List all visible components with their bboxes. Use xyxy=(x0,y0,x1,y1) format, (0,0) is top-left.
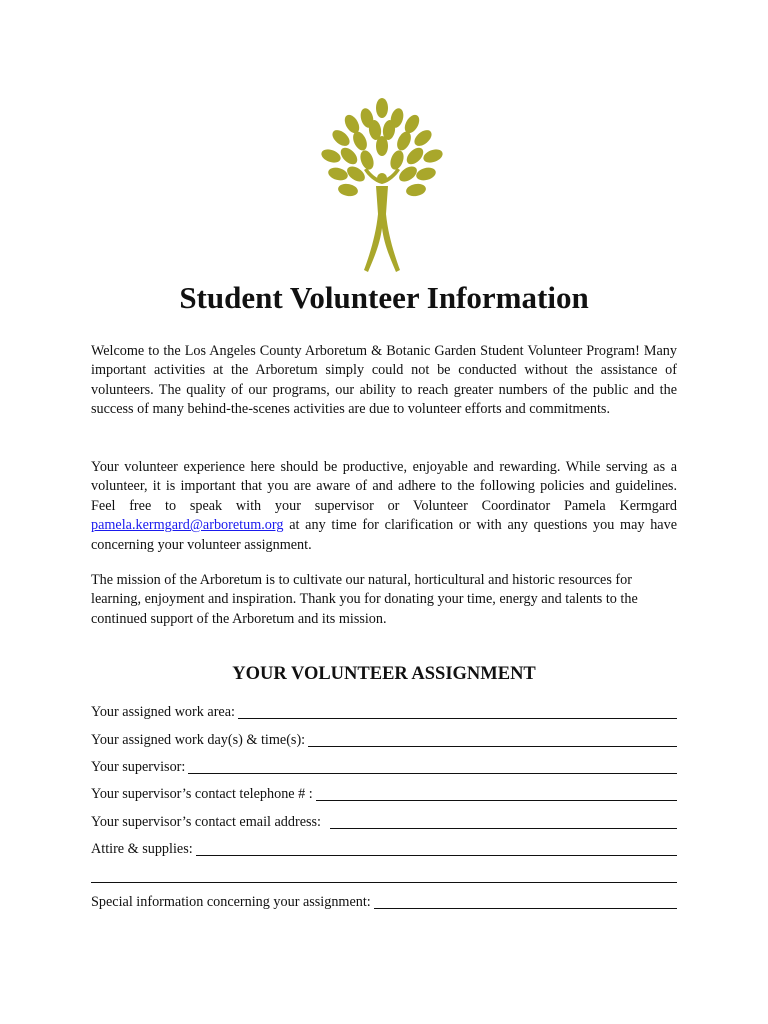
attire-supplies-label: Attire & supplies: xyxy=(91,841,193,857)
attire-supplies-continuation-field[interactable] xyxy=(91,865,677,885)
work-area-field[interactable] xyxy=(91,701,677,721)
arboretum-tree-logo xyxy=(316,94,448,272)
mission-paragraph: The mission of the Arboretum is to cultivate our natural, horticultural and historic resources for learning, enjoyment and inspiration. Thank you for donating your time, energy and talents to the continued support of the Arboretum and its mission. xyxy=(91,572,638,627)
special-information-blank[interactable] xyxy=(374,893,677,909)
attire-supplies-blank[interactable] xyxy=(196,840,677,856)
supervisor-email-field[interactable] xyxy=(91,811,677,831)
experience-paragraph xyxy=(91,458,677,555)
work-days-times-field[interactable] xyxy=(91,729,677,749)
attire-supplies-continuation-blank[interactable] xyxy=(91,867,677,883)
experience-text-start: Your volunteer experience here should be productive, enjoyable and rewarding. While serving as a volunteer, it is important that you are aware of and adhere to the following policies and guidelines. Feel free to speak with your supervisor or Volunteer Coordinator Pamela Kermgard xyxy=(91,459,677,514)
assignment-heading: YOUR VOLUNTEER ASSIGNMENT xyxy=(232,664,536,684)
work-area-label: Your assigned work area: xyxy=(91,704,235,720)
welcome-paragraph: Welcome to the Los Angeles County Arboretum & Botanic Garden Student Volunteer Program! Many important activities at the Arboretum simply could not be conducted without the assistance of volunteers. The quality of our programs, our ability to reach greater numbers of the public and the success of many behind-the-scenes activities are due to volunteer efforts and commitments. xyxy=(91,343,677,418)
supervisor-email-blank[interactable] xyxy=(330,813,677,829)
supervisor-email-label: Your supervisor’s contact email address: xyxy=(91,814,321,830)
attire-supplies-field[interactable] xyxy=(91,838,677,858)
page-title: Student Volunteer Information xyxy=(179,280,589,315)
work-days-times-blank[interactable] xyxy=(308,731,677,747)
supervisor-phone-field[interactable] xyxy=(91,783,677,803)
coordinator-email-link[interactable]: pamela.kermgard@arboretum.org xyxy=(91,517,284,534)
special-information-field[interactable] xyxy=(91,891,677,911)
supervisor-phone-blank[interactable] xyxy=(316,785,677,801)
experience-text-end: at any time for clarification or with any questions you may have concerning your volunteer assignment. xyxy=(91,517,677,553)
supervisor-field[interactable] xyxy=(91,756,677,776)
supervisor-phone-label: Your supervisor’s contact telephone # : xyxy=(91,786,313,802)
work-days-times-label: Your assigned work day(s) & time(s): xyxy=(91,732,306,748)
work-area-blank[interactable] xyxy=(238,703,677,719)
special-information-label: Special information concerning your assignment: xyxy=(91,894,371,910)
supervisor-label: Your supervisor: xyxy=(91,759,186,775)
supervisor-blank[interactable] xyxy=(188,758,677,774)
